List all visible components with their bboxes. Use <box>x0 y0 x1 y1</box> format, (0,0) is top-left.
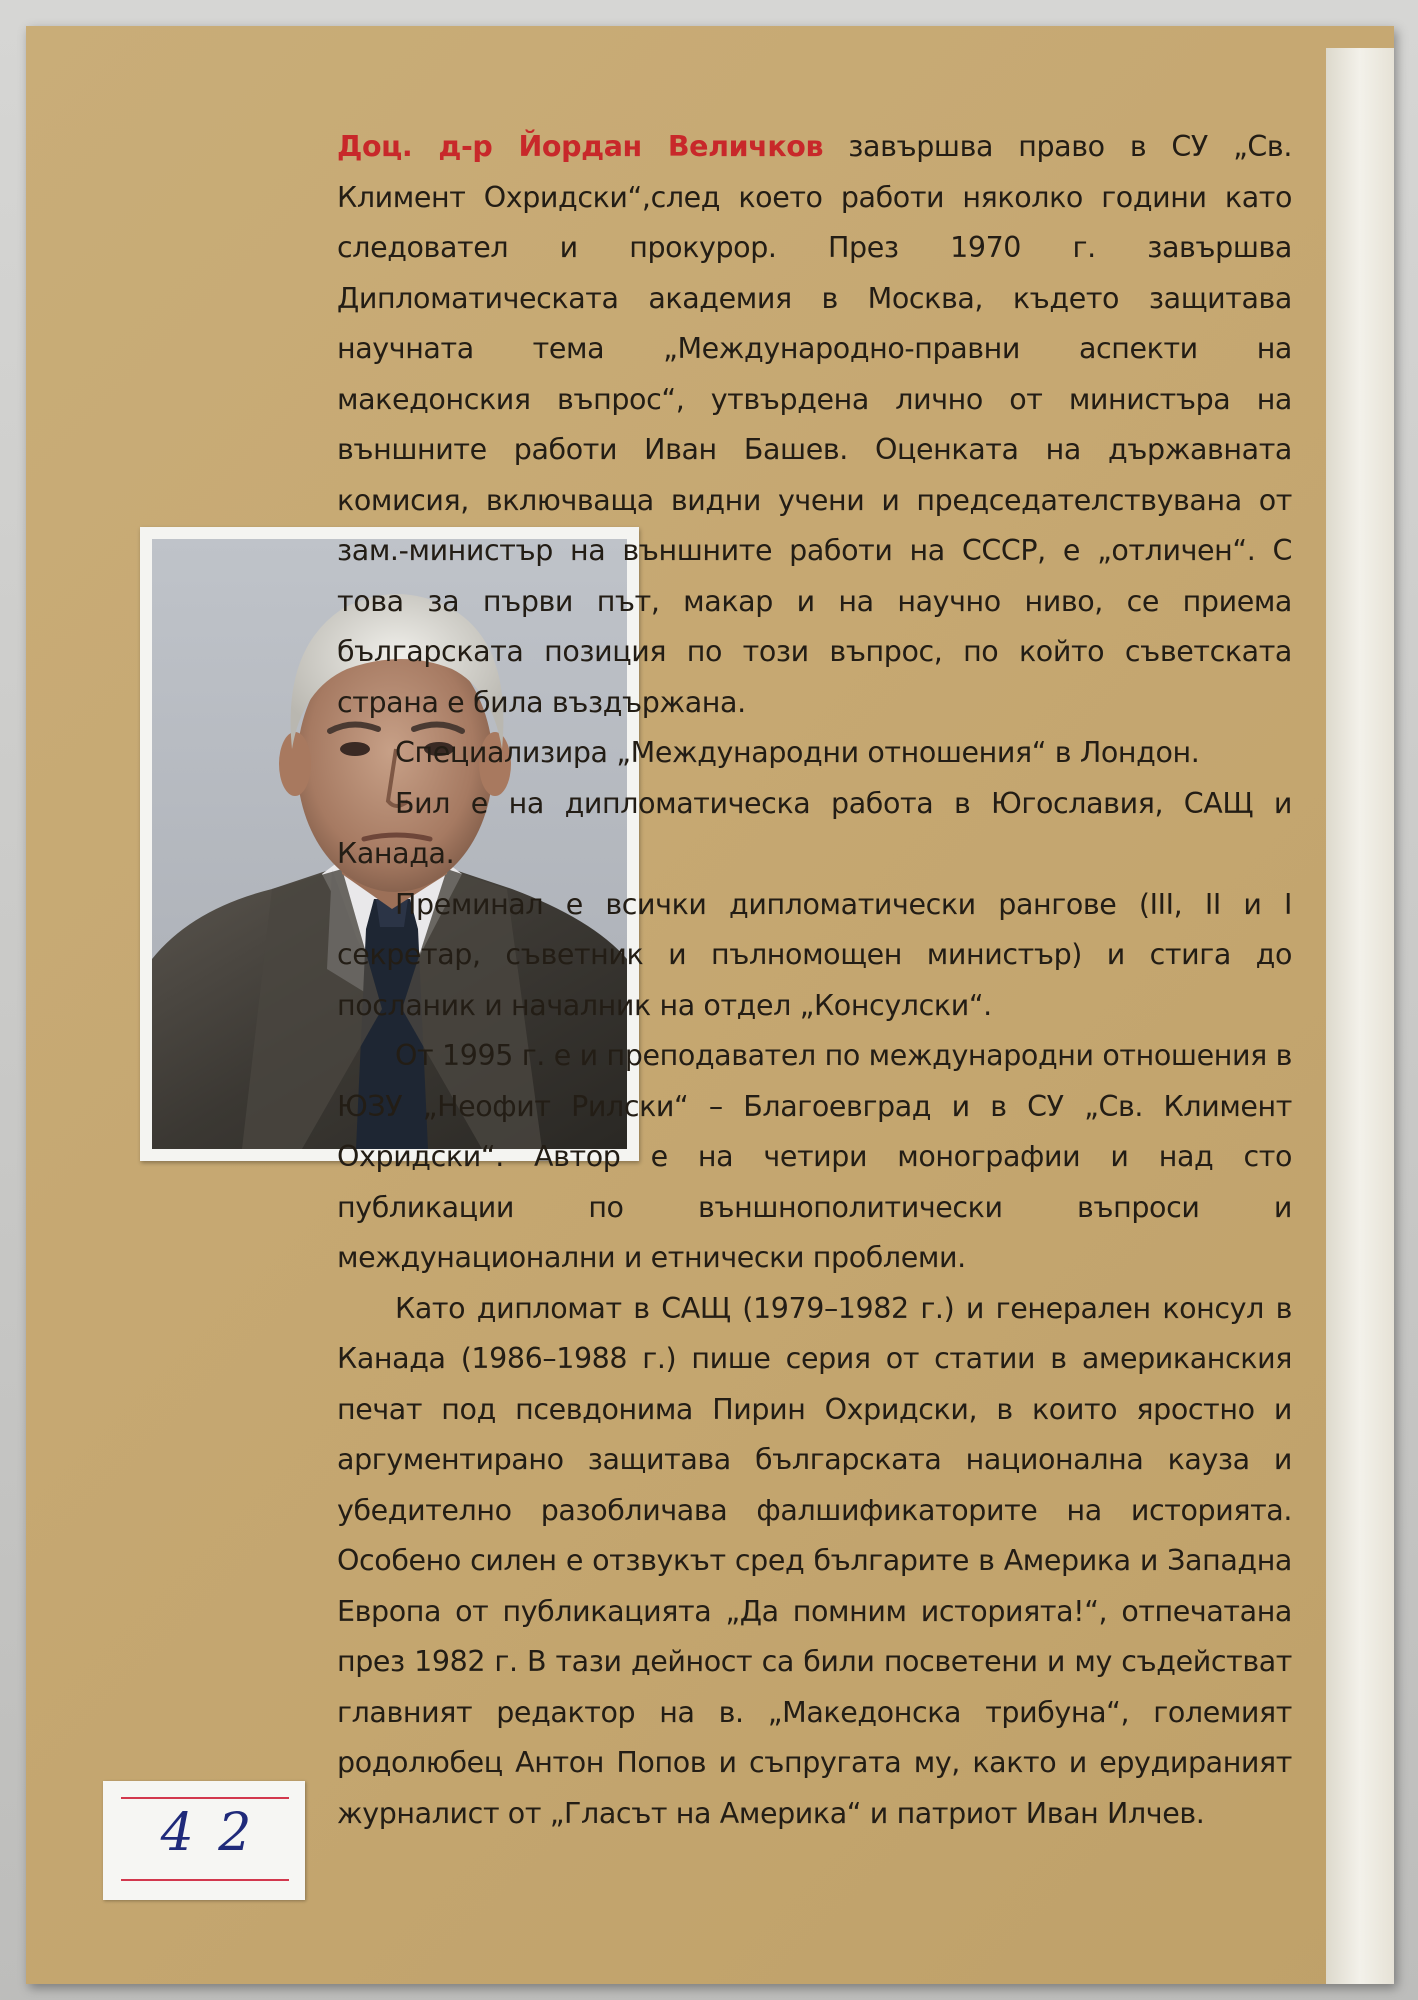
sticker-bottom-line <box>121 1879 289 1881</box>
price-sticker <box>103 1781 305 1900</box>
biography-paragraph-3: Бил е на дипломатическа работа в Югославия, САЩ и Канада. <box>337 786 1292 870</box>
biography-paragraph-5: От 1995 г. е и преподавател по международни отношения в ЮЗУ „Неофит Рилски“ – Благоевград и в СУ „Св. Климент Охридски“. Автор е на четири монографии и над сто публикации по външнополитически въпроси и междунационални и етнически проблеми. <box>337 1039 1292 1274</box>
biography-paragraph-6: Като дипломат в САЩ (1979–1982 г.) и генерален консул в Канада (1986–1988 г.) пише серия от статии в американския печат под псевдонима Пирин Охридски, в които яростно и аргументирано защитава българската национална кауза и убедително разобличава фалшификаторите на историята. Особено силен е отзвукът сред българите в Америка и Западна Европа от публикацията „Да помним историята!“, отпечатана през 1982 г. В тази дейност са били посветени и му съдействат главният редактор на в. „Македонска трибуна“, големият родолюбец Антон Попов и съпругата му, както и ерудираният журналист от „Гласът на Америка“ и патриот Иван Илчев. <box>337 1291 1292 1830</box>
biography-text <box>337 122 1292 1839</box>
biography-paragraph-1-text: завършва право в СУ „Св. Климент Охридски“,след което работи няколко години като следовател и прокурор. През 1970 г. завършва Дипломатическата академия в Москва, където защитава научната тема „Международно-правни аспекти на македонския въпрос“, утвърдена лично от министъра на външните работи Иван Башев. Оценката на държавната комисия, включваща видни учени и председателствувана от зам.-министър на външните работи на СССР, е „отличен“. С това за първи път, макар и на научно ниво, се приема българската позиция по този въпрос, по който съветската страна е била въздържана. <box>337 130 1292 719</box>
sticker-handwritten-mark: 4 2 <box>160 1803 256 1863</box>
biography-paragraph-4: Преминал е всички дипломатически рангове (III, II и I секретар, съветник и пълномощен министър) и стига до посланик и началник на отдел „Консулски“. <box>337 887 1292 1022</box>
portrait-text-wrap <box>0 728 310 1340</box>
sticker-top-line <box>121 1797 289 1799</box>
author-name: Доц. д-р Йордан Величков <box>337 130 824 163</box>
biography-paragraph-2: Специализира „Международни отношения“ в Лондон. <box>395 736 1200 769</box>
page-edges <box>1326 48 1394 1984</box>
biography-paragraph-1 <box>337 122 1292 728</box>
